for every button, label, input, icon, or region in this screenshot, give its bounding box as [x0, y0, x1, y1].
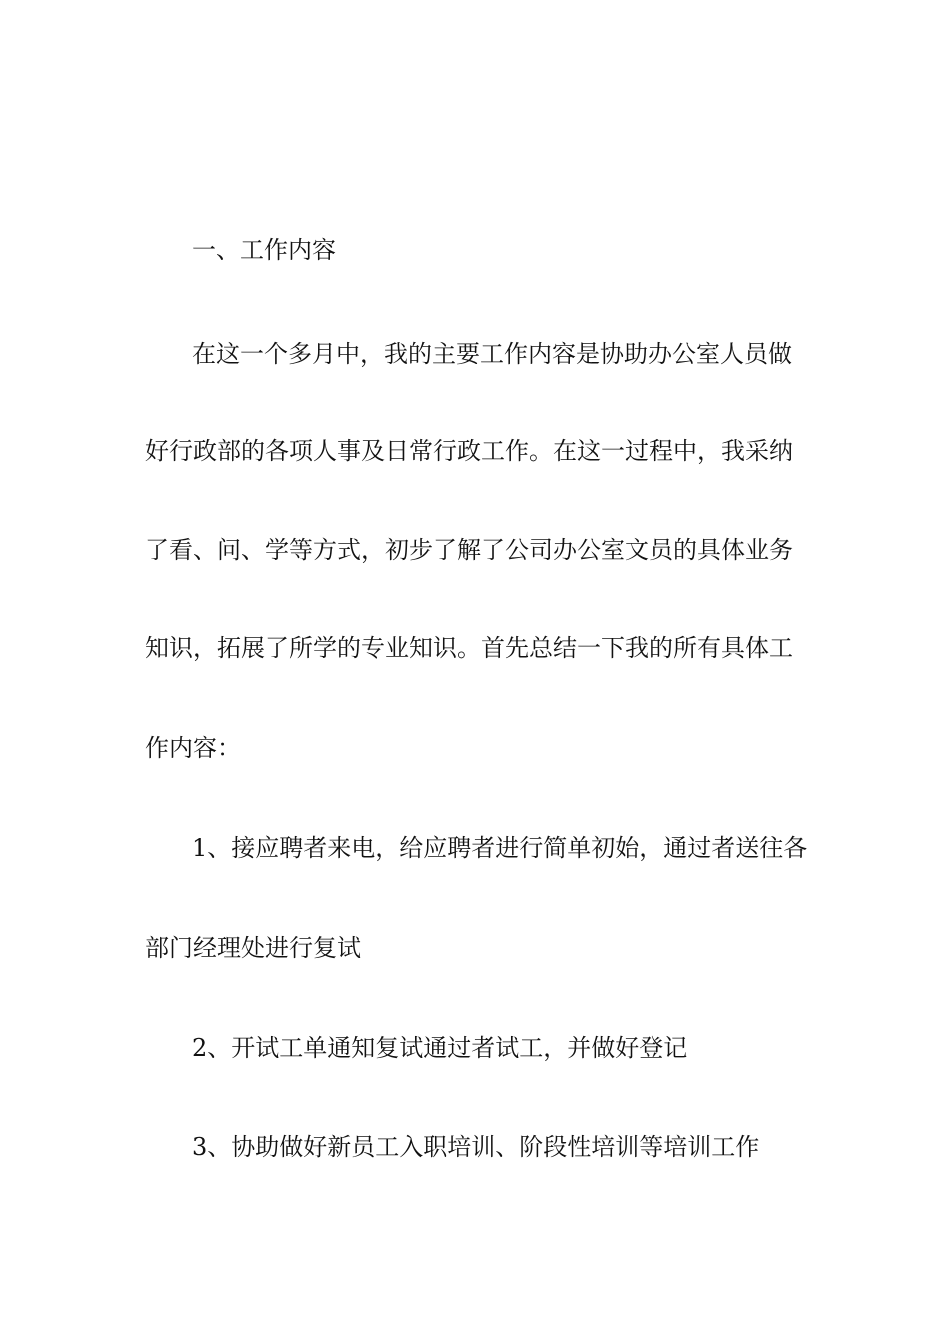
paragraph-line: 好行政部的各项人事及日常行政工作。在这一过程中，我采纳 [145, 437, 793, 465]
list-item-line: 部门经理处进行复试 [145, 934, 361, 962]
list-item: 2、开试工单通知复试通过者试工，并做好登记 [192, 1034, 688, 1062]
paragraph-line: 在这一个多月中，我的主要工作内容是协助办公室人员做 [192, 340, 792, 368]
list-item-line: 1、接应聘者来电，给应聘者进行简单初始，通过者送往各 [192, 834, 808, 862]
paragraph-line: 知识，拓展了所学的专业知识。首先总结一下我的所有具体工 [145, 634, 793, 662]
paragraph-line: 作内容： [145, 734, 241, 762]
paragraph-line: 了看、问、学等方式，初步了解了公司办公室文员的具体业务 [145, 536, 793, 564]
section-heading: 一、工作内容 [192, 236, 336, 264]
list-item: 3、协助做好新员工入职培训、阶段性培训等培训工作 [192, 1133, 760, 1161]
